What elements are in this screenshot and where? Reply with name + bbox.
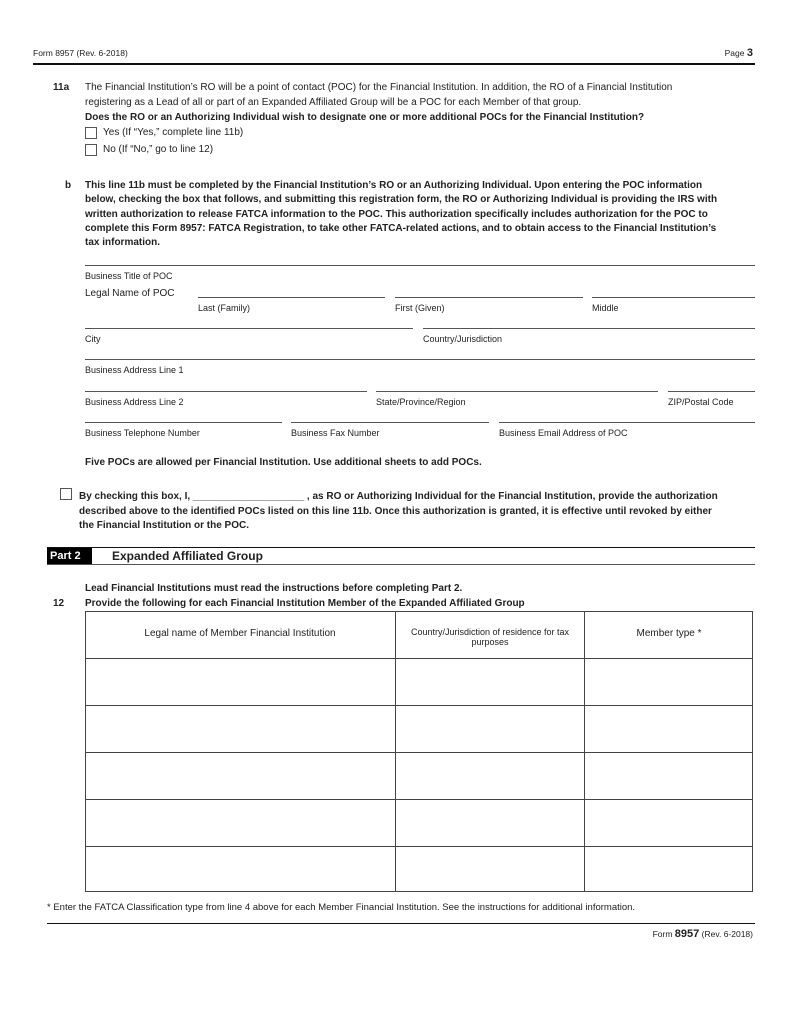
column-header-country: Country/Jurisdiction of residence for tax purposes [410, 627, 570, 647]
part2-label: Part 2 [47, 548, 92, 564]
phone-field[interactable] [85, 422, 282, 423]
footnote: * Enter the FATCA Classification type from line 4 above for each Member Financial Institution. See the instructions for additional information. [47, 902, 636, 913]
line-11a-question: Does the RO or an Authorizing Individual wish to designate one or more additional POCs for the Financial Institution? [85, 112, 645, 123]
state-label: State/Province/Region [376, 397, 466, 407]
yes-checkbox[interactable] [85, 127, 97, 139]
table-row[interactable] [85, 752, 753, 753]
phone-label: Business Telephone Number [85, 428, 200, 438]
first-label: First (Given) [395, 303, 445, 313]
zip-field[interactable] [668, 391, 755, 392]
part2-title: Expanded Affiliated Group [112, 549, 263, 563]
line-11a-number: 11a [53, 82, 70, 93]
address-line-2-field[interactable] [85, 391, 367, 392]
line-11b-number: b [65, 180, 72, 191]
address-line-1-label: Business Address Line 1 [85, 365, 184, 375]
email-label: Business Email Address of POC [499, 428, 628, 438]
authorization-text: By checking this box, I, ____________________ , as RO or Authorizing Individual for the Financial Institution, provide the authorization [79, 491, 718, 502]
line-11a-text: registering as a Lead of all or part of an Expanded Affiliated Group will be a POC for each Member of that group. [85, 97, 582, 108]
middle-name-field[interactable] [592, 297, 755, 298]
yes-label: Yes (If “Yes,” complete line 11b) [103, 127, 244, 138]
part2-top-rule [47, 547, 755, 548]
line-11b-text: complete this Form 8957: FATCA Registration, to take other FATCA-related actions, and to obtain access to the Financial Institution’s [85, 223, 717, 234]
country-field[interactable] [423, 328, 755, 329]
first-name-field[interactable] [395, 297, 583, 298]
line-11b-text: below, checking the box that follows, and submitting this registration form, the RO or Authorizing Individual is providing the IRS with [85, 194, 718, 205]
line-12-text: Provide the following for each Financial Institution Member of the Expanded Affiliated Group [85, 598, 525, 609]
fax-field[interactable] [291, 422, 489, 423]
line-12-number: 12 [53, 598, 65, 609]
city-label: City [85, 334, 101, 344]
fax-label: Business Fax Number [291, 428, 380, 438]
country-label: Country/Jurisdiction [423, 334, 503, 344]
line-11b-text: tax information. [85, 237, 161, 248]
poc-legal-name-label: Legal Name of POC [85, 288, 175, 299]
divider [85, 265, 755, 266]
email-field[interactable] [499, 422, 755, 423]
table-row[interactable] [85, 846, 753, 847]
form-footer: Form 8957 (Rev. 6-2018) [652, 928, 753, 940]
line-11b-text: This line 11b must be completed by the Financial Institution’s RO or an Authorizing Individual. Upon entering the POC information [85, 180, 703, 191]
authorization-text: the Financial Institution or the POC. [79, 520, 250, 531]
part2-bottom-rule [47, 564, 755, 565]
lead-instruction: Lead Financial Institutions must read the instructions before completing Part 2. [85, 583, 463, 594]
header-rule [33, 63, 755, 65]
authorization-checkbox[interactable] [60, 488, 72, 500]
middle-label: Middle [592, 303, 619, 313]
address-line-1-field[interactable] [85, 359, 755, 360]
line-11b-text: written authorization to release FATCA information to the POC. This authorization specifically includes authorization for the POC to [85, 209, 708, 220]
city-field[interactable] [85, 328, 413, 329]
no-checkbox[interactable] [85, 144, 97, 156]
form-header: Form 8957 (Rev. 6-2018) [33, 48, 128, 58]
page-number: Page 3 [724, 47, 753, 59]
authorization-text: described above to the identified POCs listed on this line 11b. Once this authorization is granted, it is effective until revoked by either [79, 506, 712, 517]
address-line-2-label: Business Address Line 2 [85, 397, 184, 407]
table-row[interactable] [85, 705, 753, 706]
no-label: No (If “No,” go to line 12) [103, 144, 214, 155]
line-11a-text: The Financial Institution’s RO will be a point of contact (POC) for the Financial Institution. In addition, the RO of a Financial Institution [85, 82, 673, 93]
column-header-member-type: Member type * [636, 628, 702, 639]
last-label: Last (Family) [198, 303, 251, 313]
header-divider [85, 658, 753, 659]
footer-rule [47, 923, 755, 924]
zip-label: ZIP/Postal Code [668, 397, 734, 407]
table-row[interactable] [85, 799, 753, 800]
column-header-legal-name: Legal name of Member Financial Institution [144, 628, 336, 639]
state-field[interactable] [376, 391, 658, 392]
poc-title-label: Business Title of POC [85, 271, 173, 281]
five-pocs-note: Five POCs are allowed per Financial Institution. Use additional sheets to add POCs. [85, 457, 482, 468]
last-name-field[interactable] [198, 297, 385, 298]
